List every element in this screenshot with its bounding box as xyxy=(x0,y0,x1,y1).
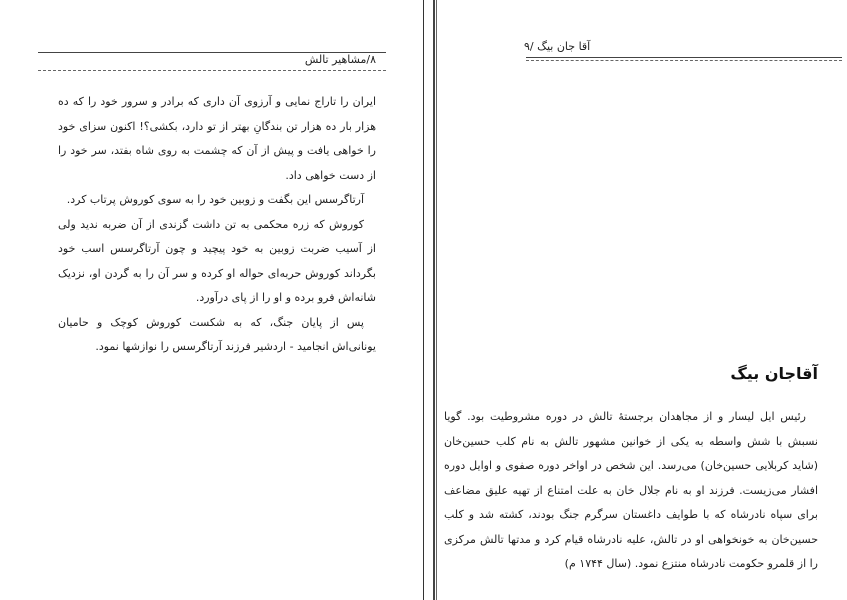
left-paragraph-4: پس از پایان جنگ، که به شکست کوروش کوچک و حامیان یونانی‌اش انجامید - اردشیر فرزند آرتاگرسس را نوازشها نمود. xyxy=(58,315,376,353)
gutter-line xyxy=(423,0,424,600)
gutter-spine xyxy=(433,0,435,600)
right-header-rule-top xyxy=(526,57,842,58)
right-running-head: آقا جان بیگ /۹ xyxy=(524,40,591,53)
left-paragraph-2: آرتاگرسس این بگفت و زوبین خود را به سوی کوروش پرتاب کرد. xyxy=(66,193,364,206)
left-running-head: ۸/مشاهیر تالش xyxy=(304,53,376,66)
right-header-rule-bottom xyxy=(526,60,842,61)
right-paragraph-1: رئیس ایل لیسار و از مجاهدان برجستهٔ تالش در دوره مشروطیت بود. گویا نسبش با شش واسطه به یکی از خوانین مشهور تالش به نام کلب حسین‌خان (شاید کربلایی حسین‌خان) می‌رسد. این شخص در اواخر دوره صفوی و اوایل دوره افشار می‌زیست. فرزند او به نام جلال خان به علت امتناع از تهیه علیق مضاعف برای سپاه نادرشاه که با طوایف داغستان سرگرم جنگ بودند، کشته شد و کلب حسین‌خان به خونخواهی او در تالش، علیه نادرشاه قیام کرد و مدتها تالش مرکزی را از قلمرو حکومت نادرشاه منتزع نمود. (سال ۱۷۴۴ م) xyxy=(444,410,818,570)
left-page xyxy=(0,0,422,600)
left-body-text xyxy=(58,90,376,360)
section-title: آقاجان بیگ xyxy=(730,364,818,383)
left-paragraph-3: کوروش که زره محکمی به تن داشت گزندی از آن ضربه ندید ولی از آسیب ضربت زوبین به خود پیچید و چون آرتاگرسس اسب خود بگرداند کوروش حربه‌ای حواله او کرده و سر آن را به گردن او، نزدیک شانه‌اش فرو برده و او را از پای درآورد. xyxy=(58,217,376,304)
right-body-text xyxy=(444,405,818,577)
right-page xyxy=(436,0,847,600)
left-header-rule-bottom xyxy=(38,70,386,71)
left-header-rule-top xyxy=(38,52,386,53)
left-paragraph-1: ایران را تاراج نمایی و آرزوی آن داری که برادر و سرور خود را که ده هزار بار ده هزار تن بندگانِ بهتر از تو دارد، بکشی؟! اکنون سزای خود را خواهی یافت و پیش از آن که چشمت به روی شاه بفتد، سر خود را از دست خواهی داد. xyxy=(58,95,376,182)
